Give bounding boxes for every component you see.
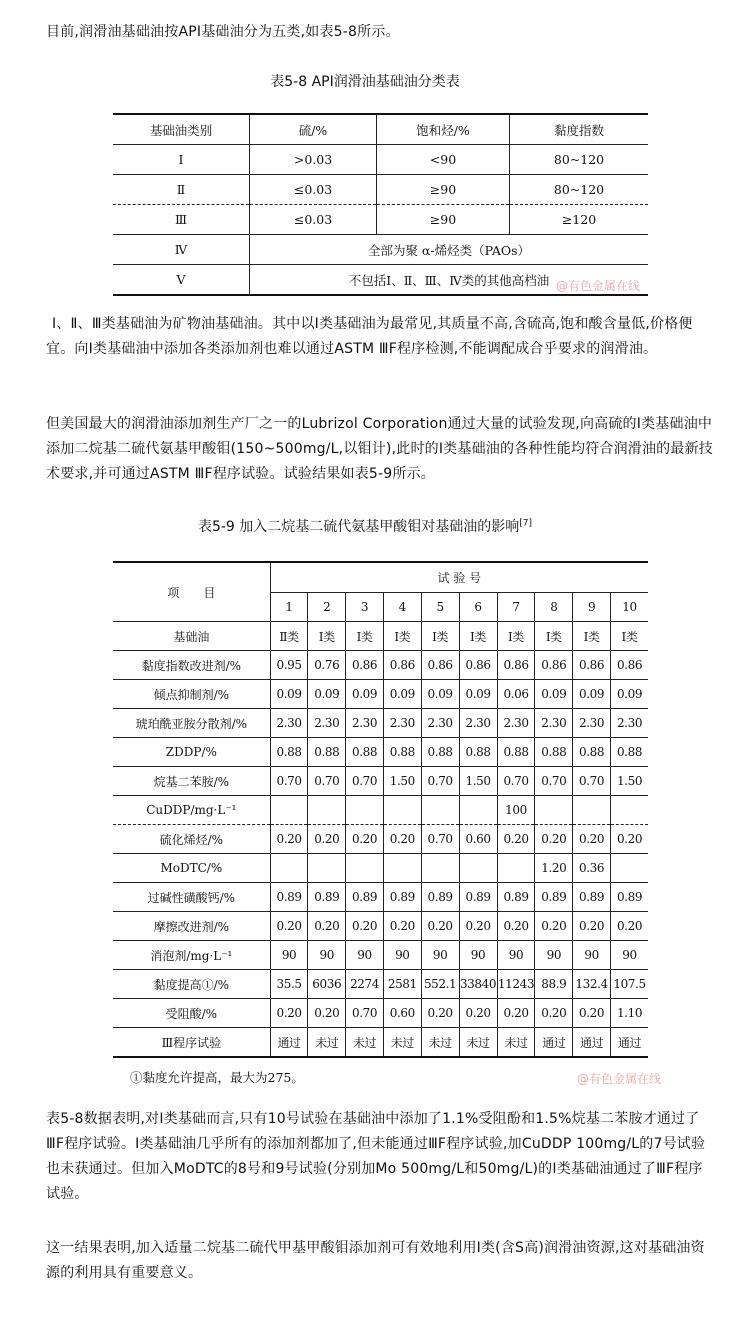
table-cell: 0.88 [308, 738, 346, 767]
table-cell: 0.20 [497, 912, 535, 941]
row-label: 黏度指数改进剂/% [113, 651, 270, 680]
row-label: ZDDP/% [113, 738, 270, 767]
table-cell: 2274 [346, 970, 384, 999]
table-cell: 0.86 [497, 651, 535, 680]
table-cell: Ⅳ [113, 235, 250, 265]
table-cell: <90 [377, 145, 510, 175]
row-label: 黏度提高①/% [113, 970, 270, 999]
table-cell: 80~120 [510, 145, 649, 175]
table-cell: 90 [459, 941, 497, 970]
table-cell: ≥90 [377, 175, 510, 205]
table-cell [459, 854, 497, 883]
table-cell: >0.03 [250, 145, 377, 175]
table-cell: 0.20 [611, 912, 648, 941]
table-5-8 [113, 113, 648, 296]
table-cell: 0.20 [421, 999, 459, 1028]
table-cell: 100 [497, 796, 535, 825]
table-cell: 2.30 [611, 709, 648, 738]
table-cell: 0.60 [383, 999, 421, 1028]
table-cell: Ⅰ类 [421, 622, 459, 651]
table-cell: Ⅰ类 [459, 622, 497, 651]
table-cell: 0.20 [459, 912, 497, 941]
row-label: 消泡剂/mg·L⁻¹ [113, 941, 270, 970]
row-label: 摩擦改进剂/% [113, 912, 270, 941]
table-cell: 107.5 [611, 970, 648, 999]
table-cell: 1.50 [611, 767, 648, 796]
table-cell [573, 796, 611, 825]
test-number: 8 [535, 593, 573, 622]
table-cell: 0.20 [535, 912, 573, 941]
table-cell: 1.50 [459, 767, 497, 796]
row-label: CuDDP/mg·L⁻¹ [113, 796, 270, 825]
table-cell: 0.88 [611, 738, 648, 767]
table-cell [535, 796, 573, 825]
table-cell: Ⅱ类 [270, 622, 308, 651]
table-cell: 0.20 [535, 999, 573, 1028]
table-row [113, 738, 648, 767]
table-row [113, 145, 648, 175]
table-cell: 0.20 [573, 825, 611, 854]
row-label: 琥珀酰亚胺分散剂/% [113, 709, 270, 738]
table-cell: 0.86 [383, 651, 421, 680]
table-cell [270, 854, 308, 883]
table-5-8-caption: 表5-8 API润滑油基础油分类表 [270, 74, 460, 90]
table-cell: 2.30 [421, 709, 459, 738]
table-cell: 90 [573, 941, 611, 970]
table-cell: 0.20 [270, 999, 308, 1028]
table-cell: 2.30 [308, 709, 346, 738]
table-cell: Ⅰ类 [346, 622, 384, 651]
table-cell: 0.70 [573, 767, 611, 796]
table-cell: 0.09 [270, 680, 308, 709]
table-cell [421, 854, 459, 883]
table-cell: 0.88 [383, 738, 421, 767]
table-row [113, 999, 648, 1028]
table-cell: 2.30 [573, 709, 611, 738]
group-header: 试 验 号 [270, 562, 648, 593]
caption-reference: [7] [519, 518, 533, 529]
table-cell: 0.89 [573, 883, 611, 912]
table-cell: 不包括Ⅰ、Ⅱ、Ⅲ、Ⅳ类的其他高档油 [250, 265, 649, 296]
table-cell [383, 854, 421, 883]
table-cell [383, 796, 421, 825]
table-cell: 1.20 [535, 854, 573, 883]
table-cell: Ⅰ类 [535, 622, 573, 651]
table-cell: 0.70 [346, 999, 384, 1028]
row-label: 硫化烯烃/% [113, 825, 270, 854]
table-cell: 90 [421, 941, 459, 970]
table-cell: 90 [270, 941, 308, 970]
table-cell: 通过 [270, 1028, 308, 1058]
table-cell: 0.86 [459, 651, 497, 680]
table-header: 基础油类别 [113, 114, 250, 145]
table-row [113, 651, 648, 680]
table-5-9-caption [0, 517, 730, 537]
table-row [113, 883, 648, 912]
table-cell: 0.89 [308, 883, 346, 912]
table-cell: Ⅰ类 [383, 622, 421, 651]
table-cell: 90 [308, 941, 346, 970]
table-cell: 0.76 [308, 651, 346, 680]
table-cell: 0.86 [535, 651, 573, 680]
table-cell: 2.30 [459, 709, 497, 738]
watermark: @有色金属在线 [577, 1072, 662, 1086]
table-cell [346, 796, 384, 825]
table-cell: ≤0.03 [250, 205, 377, 235]
row-label: 倾点抑制剂/% [113, 680, 270, 709]
table-row [113, 912, 648, 941]
table-cell: 未过 [459, 1028, 497, 1058]
table-cell: 0.95 [270, 651, 308, 680]
table-row [113, 622, 648, 651]
table-cell: 0.89 [383, 883, 421, 912]
table-header: 硫/% [250, 114, 377, 145]
table-cell: 90 [497, 941, 535, 970]
row-label: Ⅲ程序试验 [113, 1028, 270, 1058]
table-cell: 0.20 [346, 912, 384, 941]
table-cell: 0.36 [573, 854, 611, 883]
table-cell [308, 796, 346, 825]
table-cell: 0.09 [383, 680, 421, 709]
table-cell: Ⅴ [113, 265, 250, 296]
test-number: 6 [459, 593, 497, 622]
table-footnote: ①黏度允许提高，最大为275。 [130, 1070, 304, 1085]
table-row [113, 709, 648, 738]
table-cell: 0.89 [497, 883, 535, 912]
table-cell [421, 796, 459, 825]
test-number: 5 [421, 593, 459, 622]
table-cell: 1.10 [611, 999, 648, 1028]
table-cell: 0.86 [573, 651, 611, 680]
table-cell: 33840 [459, 970, 497, 999]
table-cell: 0.70 [421, 767, 459, 796]
table-header-row [113, 562, 648, 593]
table-row [113, 235, 648, 265]
table-cell: 0.88 [270, 738, 308, 767]
table-row [113, 854, 648, 883]
table-cell: 0.70 [346, 767, 384, 796]
table-cell: 0.09 [459, 680, 497, 709]
row-label: 基础油 [113, 622, 270, 651]
table-row [113, 970, 648, 999]
paragraph-3: 表5-8数据表明,对Ⅰ类基础而言,只有10号试验在基础油中添加了1.1%受阻酚和1.5%烷基二苯胺才通过了ⅢF程序试验。Ⅰ类基础油几乎所有的添加剂都加了,但未能通过ⅢF程序试验,加CuDDP 100mg/L的7号试验也未获通过。但加入MoDTC的8号和9号试验(分别加Mo 500mg/L和50mg/L)的Ⅰ类基础油通过了ⅢF程序试验。 [46, 1111, 706, 1202]
table-cell: 0.20 [308, 825, 346, 854]
paragraph-4: 这一结果表明,加入适量二烷基二硫代甲基甲酸钼添加剂可有效地利用Ⅰ类(含S高)润滑油资源,这对基础油资源的利用具有重要意义。 [46, 1240, 705, 1281]
table-cell: 0.88 [421, 738, 459, 767]
table-cell: 552.1 [421, 970, 459, 999]
paragraph-2: 但美国最大的润滑油添加剂生产厂之一的Lubrizol Corporation通过大量的试验发现,向高硫的Ⅰ类基础油中添加二烷基二硫代氨基甲酸钼(150~500mg/L,以钼计),此时的Ⅰ类基础油的各种性能均符合润滑油的最新技术要求,并可通过ASTM ⅢF程序试验。试验结果如表5-9所示。 [46, 416, 713, 482]
test-number: 7 [497, 593, 535, 622]
caption-text: 表5-9 加入二烷基二硫代氨基甲酸钼对基础油的影响 [197, 519, 520, 535]
table-cell: 2.30 [270, 709, 308, 738]
table-cell: 0.20 [497, 999, 535, 1028]
table-cell: 0.88 [573, 738, 611, 767]
table-cell: 132.4 [573, 970, 611, 999]
table-row [113, 175, 648, 205]
table-row [113, 680, 648, 709]
table-cell: 0.86 [421, 651, 459, 680]
table-cell [459, 796, 497, 825]
table-cell: 0.70 [270, 767, 308, 796]
table-cell: 90 [611, 941, 648, 970]
table-cell: 2581 [383, 970, 421, 999]
table-row [113, 825, 648, 854]
row-label: 过碱性磺酸钙/% [113, 883, 270, 912]
table-cell: 0.20 [383, 912, 421, 941]
table-cell: 0.09 [346, 680, 384, 709]
table-cell [611, 854, 648, 883]
table-cell: 0.88 [535, 738, 573, 767]
row-label: MoDTC/% [113, 854, 270, 883]
test-number: 2 [308, 593, 346, 622]
table-cell: 0.20 [308, 912, 346, 941]
table-cell: Ⅰ类 [308, 622, 346, 651]
table-cell: 0.60 [459, 825, 497, 854]
table-cell: 0.20 [270, 825, 308, 854]
watermark: @有色金属在线 [556, 279, 641, 293]
test-number: 4 [383, 593, 421, 622]
table-cell: 0.20 [573, 999, 611, 1028]
table-cell: 0.20 [383, 825, 421, 854]
table-cell: 未过 [421, 1028, 459, 1058]
table-cell: 未过 [383, 1028, 421, 1058]
paragraph-1: Ⅰ、Ⅱ、Ⅲ类基础油为矿物油基础油。其中以Ⅰ类基础油为最常见,其质量不高,含硫高,饱和酸含量低,价格便宜。向Ⅰ类基础油中添加各类添加剂也难以通过ASTM ⅢF程序检测,不能调配成合乎要求的润滑油。 [46, 316, 693, 357]
item-header: 项 目 [113, 562, 270, 622]
table-cell: 0.20 [611, 825, 648, 854]
test-number: 1 [270, 593, 308, 622]
row-label: 受阻酸/% [113, 999, 270, 1028]
table-cell: 90 [346, 941, 384, 970]
table-cell [611, 796, 648, 825]
table-cell: 0.09 [535, 680, 573, 709]
table-cell: 0.89 [535, 883, 573, 912]
table-cell: 0.89 [611, 883, 648, 912]
table-cell: 0.20 [308, 999, 346, 1028]
table-cell: 1.50 [383, 767, 421, 796]
table-cell: 0.88 [346, 738, 384, 767]
table-header-row [113, 114, 648, 145]
table-cell: 0.86 [611, 651, 648, 680]
table-row [113, 941, 648, 970]
table-cell: 0.70 [535, 767, 573, 796]
table-cell: 0.88 [459, 738, 497, 767]
table-cell: 0.20 [346, 825, 384, 854]
table-cell: 80~120 [510, 175, 649, 205]
table-cell: 2.30 [346, 709, 384, 738]
table-cell: 0.20 [270, 912, 308, 941]
table-cell: 6036 [308, 970, 346, 999]
table-cell: 0.86 [346, 651, 384, 680]
table-cell: 2.30 [497, 709, 535, 738]
table-cell: 0.09 [421, 680, 459, 709]
table-cell: 0.88 [497, 738, 535, 767]
table-cell: 88.9 [535, 970, 573, 999]
table-cell: 0.70 [308, 767, 346, 796]
table-cell: 35.5 [270, 970, 308, 999]
table-5-9 [113, 561, 648, 1058]
table-cell: 0.09 [573, 680, 611, 709]
table-cell: 0.89 [421, 883, 459, 912]
table-cell: 0.20 [535, 825, 573, 854]
table-cell: 通过 [573, 1028, 611, 1058]
table-cell: 0.89 [346, 883, 384, 912]
test-number: 10 [611, 593, 648, 622]
table-cell: 90 [383, 941, 421, 970]
table-cell: 通过 [535, 1028, 573, 1058]
test-number: 9 [573, 593, 611, 622]
table-cell: 0.70 [497, 767, 535, 796]
table-cell: Ⅲ [113, 205, 250, 235]
table-cell: Ⅱ [113, 175, 250, 205]
table-cell: Ⅰ类 [497, 622, 535, 651]
table-cell: 90 [535, 941, 573, 970]
table-cell: Ⅰ类 [611, 622, 648, 651]
table-cell: 未过 [308, 1028, 346, 1058]
table-cell: 0.70 [421, 825, 459, 854]
table-cell [346, 854, 384, 883]
table-cell: ≤0.03 [250, 175, 377, 205]
table-cell: 0.06 [497, 680, 535, 709]
table-cell: 0.20 [459, 999, 497, 1028]
table-cell [308, 854, 346, 883]
table-row [113, 205, 648, 235]
table-cell: 全部为聚 α-烯烃类（PAOs） [250, 235, 649, 265]
intro-paragraph: 目前,润滑油基础油按API基础油分为五类,如表5-8所示。 [46, 24, 400, 40]
table-row [113, 796, 648, 825]
table-cell: 0.89 [459, 883, 497, 912]
table-cell: Ⅰ [113, 145, 250, 175]
table-cell: ≥120 [510, 205, 649, 235]
table-header: 黏度指数 [510, 114, 649, 145]
table-cell: 通过 [611, 1028, 648, 1058]
table-cell: ≥90 [377, 205, 510, 235]
table-header: 饱和烃/% [377, 114, 510, 145]
table-cell: 2.30 [535, 709, 573, 738]
test-number: 3 [346, 593, 384, 622]
table-cell: 未过 [346, 1028, 384, 1058]
table-cell [497, 854, 535, 883]
table-cell: 0.09 [308, 680, 346, 709]
table-cell: 0.09 [611, 680, 648, 709]
table-cell: 未过 [497, 1028, 535, 1058]
row-label: 烷基二苯胺/% [113, 767, 270, 796]
table-cell: 0.20 [421, 912, 459, 941]
table-row [113, 1028, 648, 1058]
table-row [113, 767, 648, 796]
table-cell: 11243 [497, 970, 535, 999]
table-cell: 2.30 [383, 709, 421, 738]
table-cell [270, 796, 308, 825]
table-cell: Ⅰ类 [573, 622, 611, 651]
table-cell: 0.20 [573, 912, 611, 941]
table-cell: 0.20 [497, 825, 535, 854]
table-cell: 0.89 [270, 883, 308, 912]
